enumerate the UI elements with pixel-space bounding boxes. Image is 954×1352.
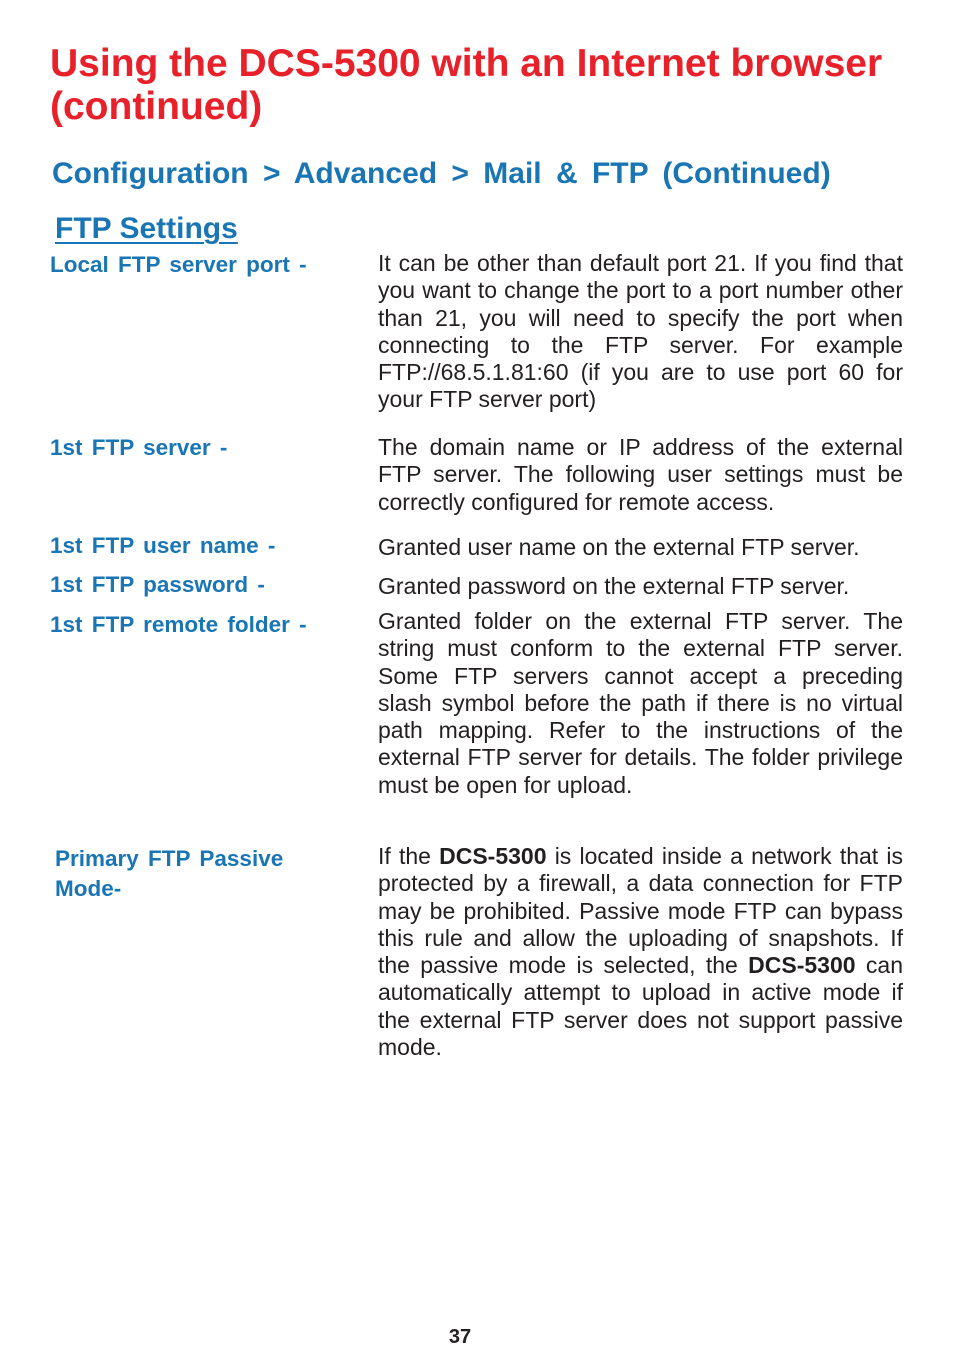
section-heading-ftp-settings: FTP Settings (55, 212, 238, 245)
setting-label-ftp-server: 1st FTP server - (50, 435, 228, 460)
setting-label-local-ftp-port: Local FTP server port - (50, 252, 307, 277)
desc-text: is located inside a network that is protected by a firewall, a data connection for FTP may be prohibited. Passive mode FTP can bypass this rule and allow the uploading of snapshots. If the passive mode is selected, the (378, 843, 903, 979)
setting-label-ftp-passive-mode: Primary FTP Passive Mode- (55, 846, 284, 901)
product-name: DCS-5300 (439, 843, 547, 869)
page-title: Using the DCS-5300 with an Internet browser (continued) (50, 42, 883, 128)
setting-desc-ftp-password: Granted password on the external FTP server. (378, 573, 850, 599)
desc-text: can automatically attempt to upload in active mode if the external FTP server does not support passive mode. (378, 952, 903, 1061)
breadcrumb-heading: Configuration > Advanced > Mail & FTP (Continued) (52, 157, 831, 190)
setting-desc-ftp-remote-folder: Granted folder on the external FTP server. The string must conform to the external FTP server. Some FTP servers cannot accept a preceding slash symbol before the path if there is no virtual path mapping. Refer to the instructions of the external FTP server for details. The folder privilege must be open for upload. (378, 608, 903, 798)
page-number: 37 (448, 1326, 472, 1348)
setting-label-ftp-remote-folder: 1st FTP remote folder - (50, 612, 307, 637)
setting-desc-ftp-passive-mode (378, 843, 903, 1061)
setting-desc-ftp-server: The domain name or IP address of the external FTP server. The following user settings must be correctly configured for remote access. (378, 434, 903, 515)
setting-desc-local-ftp-port: It can be other than default port 21. If you find that you want to change the port to a port number other than 21, you will need to specify the port when connecting to the FTP server. For example FTP://68.5.1.81:60 (if you are to use port 60 for your FTP server port) (378, 250, 903, 413)
desc-text: If the (378, 843, 440, 869)
setting-label-ftp-user-name: 1st FTP user name - (50, 533, 276, 558)
setting-desc-ftp-user-name: Granted user name on the external FTP server. (378, 534, 860, 560)
setting-label-ftp-password: 1st FTP password - (50, 572, 265, 597)
product-name: DCS-5300 (748, 952, 856, 979)
